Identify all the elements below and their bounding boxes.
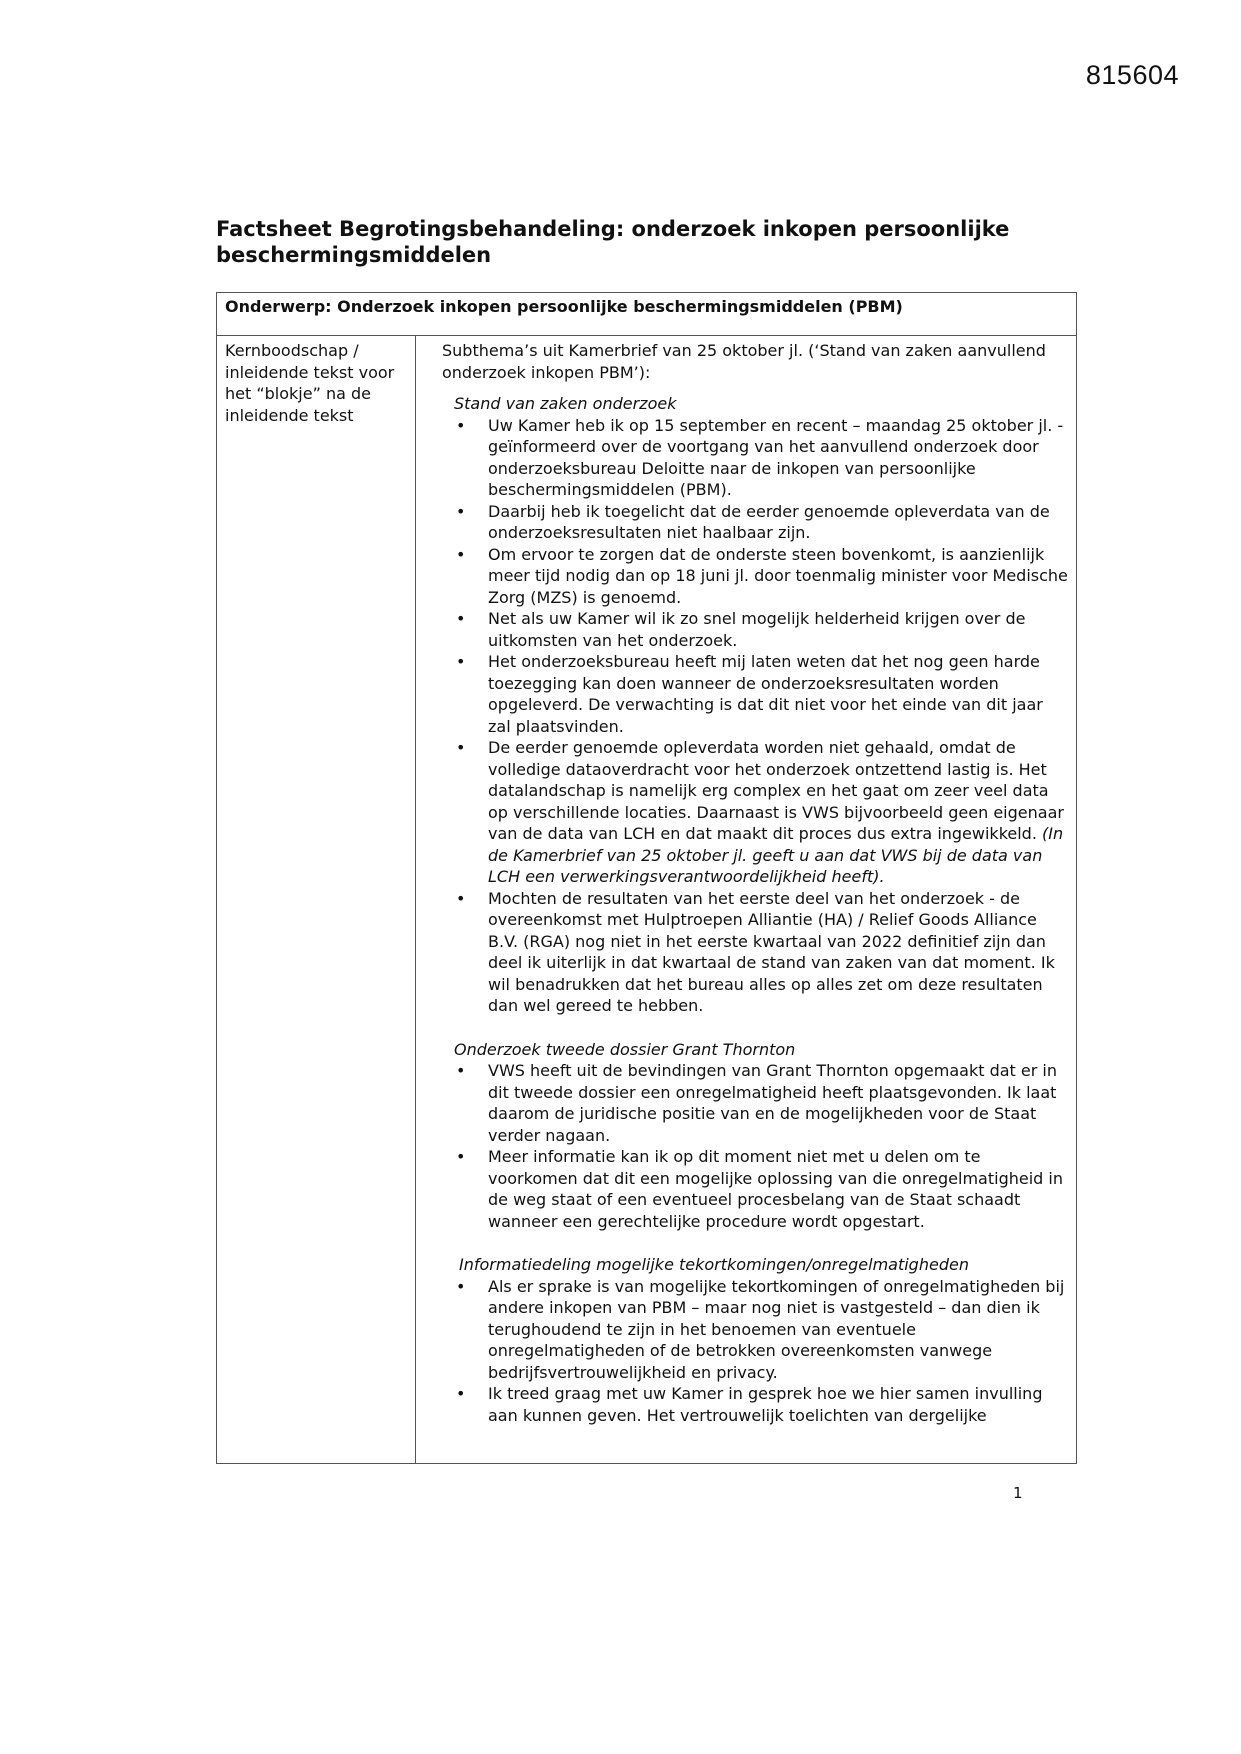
bullet-item: • Als er sprake is van mogelijke tekortkomingen of onregelmatigheden bij andere inkopen van PBM – maar nog niet is vastgesteld – dan dien ik terughoudend te zijn in het benoemen van eventuele onregelmatigheden of de betrokken overeenkomsten vanwege bedrijfsvertrouwelijkheid en privacy.: [442, 1276, 1068, 1384]
section-bullets: [442, 415, 1068, 1017]
bullet-item: • Net als uw Kamer wil ik zo snel mogelijk helderheid krijgen over de uitkomsten van het onderzoek.: [442, 608, 1068, 651]
intro-text: Subthema’s uit Kamerbrief van 25 oktober jl. (‘Stand van zaken aanvullend onderzoek inkopen PBM’):: [442, 341, 1046, 382]
section-heading: Informatiedeling mogelijke tekortkomingen/onregelmatigheden: [459, 1255, 969, 1274]
bullet-text: De eerder genoemde opleverdata worden niet gehaald, omdat de volledige dataoverdracht voor het onderzoek ontzettend lastig is. Het datalandschap is namelijk erg complex en het gaat om zeer veel data op verschillende locaties. Daarnaast is VWS bijvoorbeeld geen eigenaar van de data van LCH en dat maakt dit proces dus extra ingewikkeld.: [488, 738, 1064, 843]
bullet-item: • Daarbij heb ik toegelicht dat de eerder genoemde opleverdata van de onderzoeksresultaten niet haalbaar zijn.: [442, 501, 1068, 544]
factsheet-table: [216, 292, 1077, 1464]
bullet-item: • Meer informatie kan ik op dit moment niet met u delen om te voorkomen dat dit een mogelijke oplossing van die onregelmatigheid in de weg staat of een eventueel procesbelang van de Staat schaadt wanneer een gerechtelijke procedure wordt opgestart.: [442, 1146, 1068, 1232]
key-message-label: Kernboodschap / inleidende tekst voor het “blokje” na de inleidende tekst: [217, 336, 416, 1463]
bullet-item: • Ik treed graag met uw Kamer in gesprek hoe we hier samen invulling aan kunnen geven. Het vertrouwelijk toelichten van dergelijke: [442, 1383, 1068, 1426]
page-number: 1: [1013, 1484, 1023, 1502]
section-heading: Stand van zaken onderzoek: [454, 394, 677, 413]
section-bullets: [442, 1060, 1068, 1232]
bullet-item: • Uw Kamer heb ik op 15 september en recent – maandag 25 oktober jl. - geïnformeerd over de voortgang van het aanvullend onderzoek door onderzoeksbureau Deloitte naar de inkopen van persoonlijke beschermingsmiddelen (PBM).: [442, 415, 1068, 501]
subject-row: Onderwerp: Onderzoek inkopen persoonlijke beschermingsmiddelen (PBM): [217, 293, 1076, 336]
bullet-item: • Mochten de resultaten van het eerste deel van het onderzoek - de overeenkomst met Hulptroepen Alliantie (HA) / Relief Goods Alliance B.V. (RGA) nog niet in het eerste kwartaal van 2022 definitief zijn dan deel ik uiterlijk in dat kwartaal de stand van zaken van dat moment. Ik wil benadrukken dat het bureau alles op alles zet om deze resultaten dan wel gereed te hebben.: [442, 888, 1068, 1017]
bullet-item: • Het onderzoeksbureau heeft mij laten weten dat het nog geen harde toezegging kan doen wanneer de onderzoeksresultaten worden opgeleverd. De verwachting is dat dit niet voor het einde van dit jaar zal plaatsvinden.: [442, 651, 1068, 737]
bullet-note: (In de Kamerbrief van 25 oktober jl. geeft u aan dat VWS bij de data van LCH een verwerkingsverantwoordelijkheid heeft).: [488, 824, 1064, 886]
bullet-item-with-note: [442, 737, 1068, 888]
content-row: [217, 336, 1076, 1463]
document-title: Factsheet Begrotingsbehandeling: onderzoek inkopen persoonlijke beschermingsmiddelen: [216, 217, 1010, 267]
section-heading: Onderzoek tweede dossier Grant Thornton: [454, 1039, 796, 1059]
bullet-item: • VWS heeft uit de bevindingen van Grant Thornton opgemaakt dat er in dit tweede dossier een onregelmatigheid heeft plaatsgevonden. Ik laat daarom de juridische positie van en de mogelijkheden voor de Staat verder nagaan.: [442, 1060, 1068, 1146]
section-bullets: [442, 1276, 1068, 1427]
document-id: 815604: [1085, 60, 1179, 90]
key-message-content: [416, 336, 1076, 1463]
bullet-item: • Om ervoor te zorgen dat de onderste steen bovenkomt, is aanzienlijk meer tijd nodig dan op 18 juni jl. door toenmalig minister voor Medische Zorg (MZS) is genoemd.: [442, 544, 1068, 609]
